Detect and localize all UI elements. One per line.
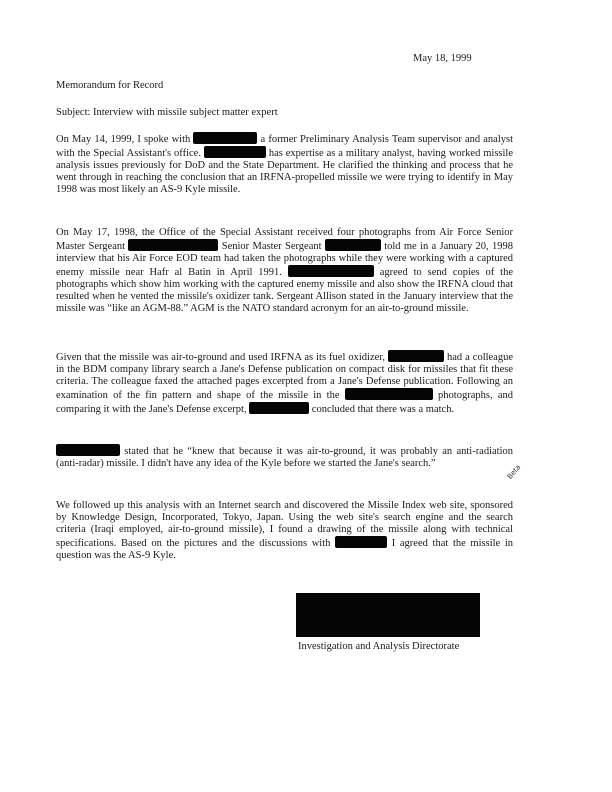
paragraph-3-text-c: photographs, and comparing it with the Jane's Defense excerpt, [56,390,514,415]
paragraph-4-text-a: stated that he “knew that because it was air-to-ground, it was probably an anti-radiation (anti-radar) missile. I didn't have any idea of the Kyle before we started the Jane's search.” [56,446,514,469]
paragraph-3-text-a: Given that the missile was air-to-ground and used IRFNA as its fuel oxidizer, [56,352,385,363]
paragraph-1-text-c: has expertise as a military analyst, having worked missile analysis issues previously for DoD and the State Department. He clarified the thinking and process that he went through in reaching the conclusion that an IRFNA-propelled missile we were trying to identify in May 1998 was most likely an AS-9 Kyle missile. [56,148,514,195]
paragraph-4 [56,444,513,470]
paragraph-2-text-a: On May 17, 1998, the Office of the Special Assistant received four photographs from Air Force Senior Master Sergeant [56,227,513,252]
redaction-box [345,388,433,400]
signature-redaction [296,593,480,637]
paragraph-3-text-b: had a colleague in the BDM company library search a Jane's Defense publication on compact disk for missiles that fit these criteria. The colleague faxed the attached pages excerpted from a Jane's Defense publication. Following an examination of the fin pattern and shape of the missile in the [56,352,514,401]
paragraph-2-text-d: agreed to send copies of the photographs which show him working with the captured enemy missile and also show the IRFNA cloud that resulted when he vented the missile's oxidizer tank. Sergeant Allison stated in the January interview that the missile was “like an AGM-88.” AGM is the NATO standard acronym for an air-to-ground missile. [56,267,514,314]
signature-office: Investigation and Analysis Directorate [298,641,460,652]
paragraph-1-text-a: On May 14, 1999, I spoke with [56,134,191,145]
paragraph-1-text-b: a former Preliminary Analysis Team supervisor and analyst with the Special Assistant's office. [56,134,514,159]
memo-date: May 18, 1999 [413,53,472,64]
paragraph-5-text-a: We followed up this analysis with an Internet search and discovered the Missile Index web site, sponsored by Knowledge Design, Incorporated, Tokyo, Japan. Using the web site's search engine and the search criteria (Iraqi employed, air-to-ground missile), I found a drawing of the missile along with technical specifications. Based on the pictures and the discussions with [56,500,513,549]
paragraph-1 [56,132,513,196]
redaction-box [128,239,218,251]
handwritten-note: Beta [505,463,523,481]
redaction-box [249,402,309,414]
paragraph-3-text-d: concluded that there was a match. [311,404,455,415]
redaction-box [325,239,381,251]
paragraph-2-text-b: Senior Master Sergeant [221,241,322,252]
paragraph-2-text-c: told me in a January 20, 1998 interview that his Air Force EOD team had taken the photographs while they were working with a captured enemy missile near Hafr al Batin in April 1991. [56,241,514,278]
paragraph-5-text-b: I agreed that the missile in question was the AS-9 Kyle. [56,538,514,561]
redaction-box [335,536,387,548]
redaction-box [204,146,266,158]
redaction-box [388,350,444,362]
memo-title: Memorandum for Record [56,80,164,91]
paragraph-2 [56,227,513,315]
paragraph-3 [56,350,513,416]
memo-subject: Subject: Interview with missile subject matter expert [56,107,278,118]
redaction-box [56,444,120,456]
redaction-box [193,132,257,144]
paragraph-5 [56,500,513,562]
redaction-box [288,265,374,277]
